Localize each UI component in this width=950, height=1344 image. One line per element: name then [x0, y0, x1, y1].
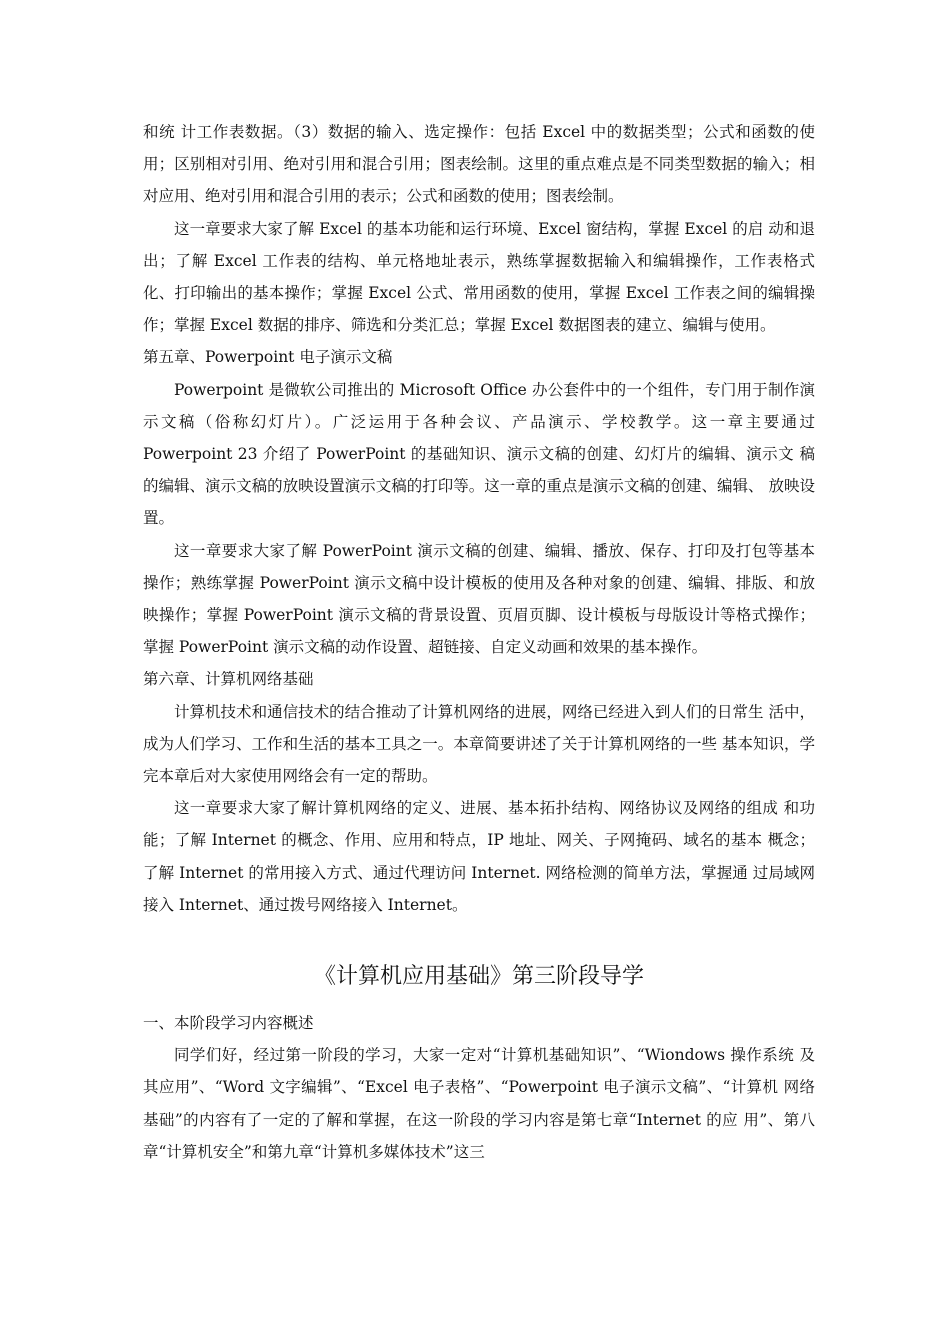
document-body	[143, 116, 815, 1168]
paragraph-excel-requirements: 这一章要求大家了解 Excel 的基本功能和运行环境、Excel 窗结构，掌握 Excel 的启 动和退出；了解 Excel 工作表的结构、单元格地址表示，熟练掌握数据输入和编辑操作，工作表格式化、打印输出的基本操作；掌握 Excel 公式、常用函数的使用，掌握 Excel 工作表之间的编辑操作；掌握 Excel 数据的排序、筛选和分类汇总；掌握 Excel 数据图表的建立、编辑与使用。	[143, 219, 815, 335]
chapter6-paragraph-1: 计算机技术和通信技术的结合推动了计算机网络的进展，网络已经进入到人们的日常生 活中，成为人们学习、工作和生活的基本工具之一。本章简要讲述了关于计算机网络的一些 基本知识，学完本章后对大家使用网络会有一定的帮助。	[143, 702, 815, 786]
chapter5-heading: 第五章、Powerpoint 电子演示文稿	[143, 348, 393, 367]
paragraph-excel-topics: 和统 计工作表数据。（3）数据的输入、选定操作：包括 Excel 中的数据类型；公式和函数的使用；区别相对引用、绝对引用和混合引用；图表绘制。这里的重点难点是不同类型数据的输入；相对应用、绝对引用和混合引用的表示；公式和函数的使用；图表绘制。	[143, 123, 815, 206]
stage3-title: 《计算机应用基础》第三阶段导学	[313, 964, 644, 990]
chapter5-paragraph-2: 这一章要求大家了解 PowerPoint 演示文稿的创建、编辑、播放、保存、打印及打包等基本操作；熟练掌握 PowerPoint 演示文稿中设计模板的使用及各种对象的创建、编辑、排版、和放映操作；掌握 PowerPoint 演示文稿的背景设置、页眉页脚、设计模板与母版设计等格式操作；掌握 PowerPoint 演示文稿的动作设置、超链接、自定义动画和效果的基本操作。	[143, 541, 815, 657]
stage3-section1-heading: 一、本阶段学习内容概述	[143, 1014, 314, 1033]
stage3-section1-paragraph: 同学们好，经过第一阶段的学习，大家一定对“计算机基础知识”、“Wiondows 操作系统 及其应用”、“Word 文字编辑”、“Excel 电子表格”、“Powerpoint 电子演示文稿”、“计算机 网络基础”的内容有了一定的了解和掌握，在这一阶段的学习内容是第七章“Internet 的应 用”、第八章“计算机安全”和第九章“计算机多媒体技术”这三	[143, 1046, 815, 1161]
chapter6-heading: 第六章、计算机网络基础	[143, 670, 314, 689]
chapter5-paragraph-1: Powerpoint 是微软公司推出的 Microsoft Office 办公套件中的一个组件，专门用于制作演示文稿（俗称幻灯片）。广泛运用于各种会议、产品演示、学校教学。这一章主要通过 Powerpoint 23 介绍了 PowerPoint 的基础知识、演示文稿的创建、幻灯片的编辑、演示文 稿的编辑、演示文稿的放映设置演示文稿的打印等。这一章的重点是演示文稿的创建、编辑、 放映设置。	[143, 380, 815, 528]
chapter6-paragraph-2: 这一章要求大家了解计算机网络的定义、进展、基本拓扑结构、网络协议及网络的组成 和功能；了解 Internet 的概念、作用、应用和特点，IP 地址、网关、子网掩码、域名的基本 概念；了解 Internet 的常用接入方式、通过代理访问 Internet. 网络检测的简单方法，掌握通 过局域网接入 Internet、通过拨号网络接入 Internet。	[143, 799, 815, 914]
